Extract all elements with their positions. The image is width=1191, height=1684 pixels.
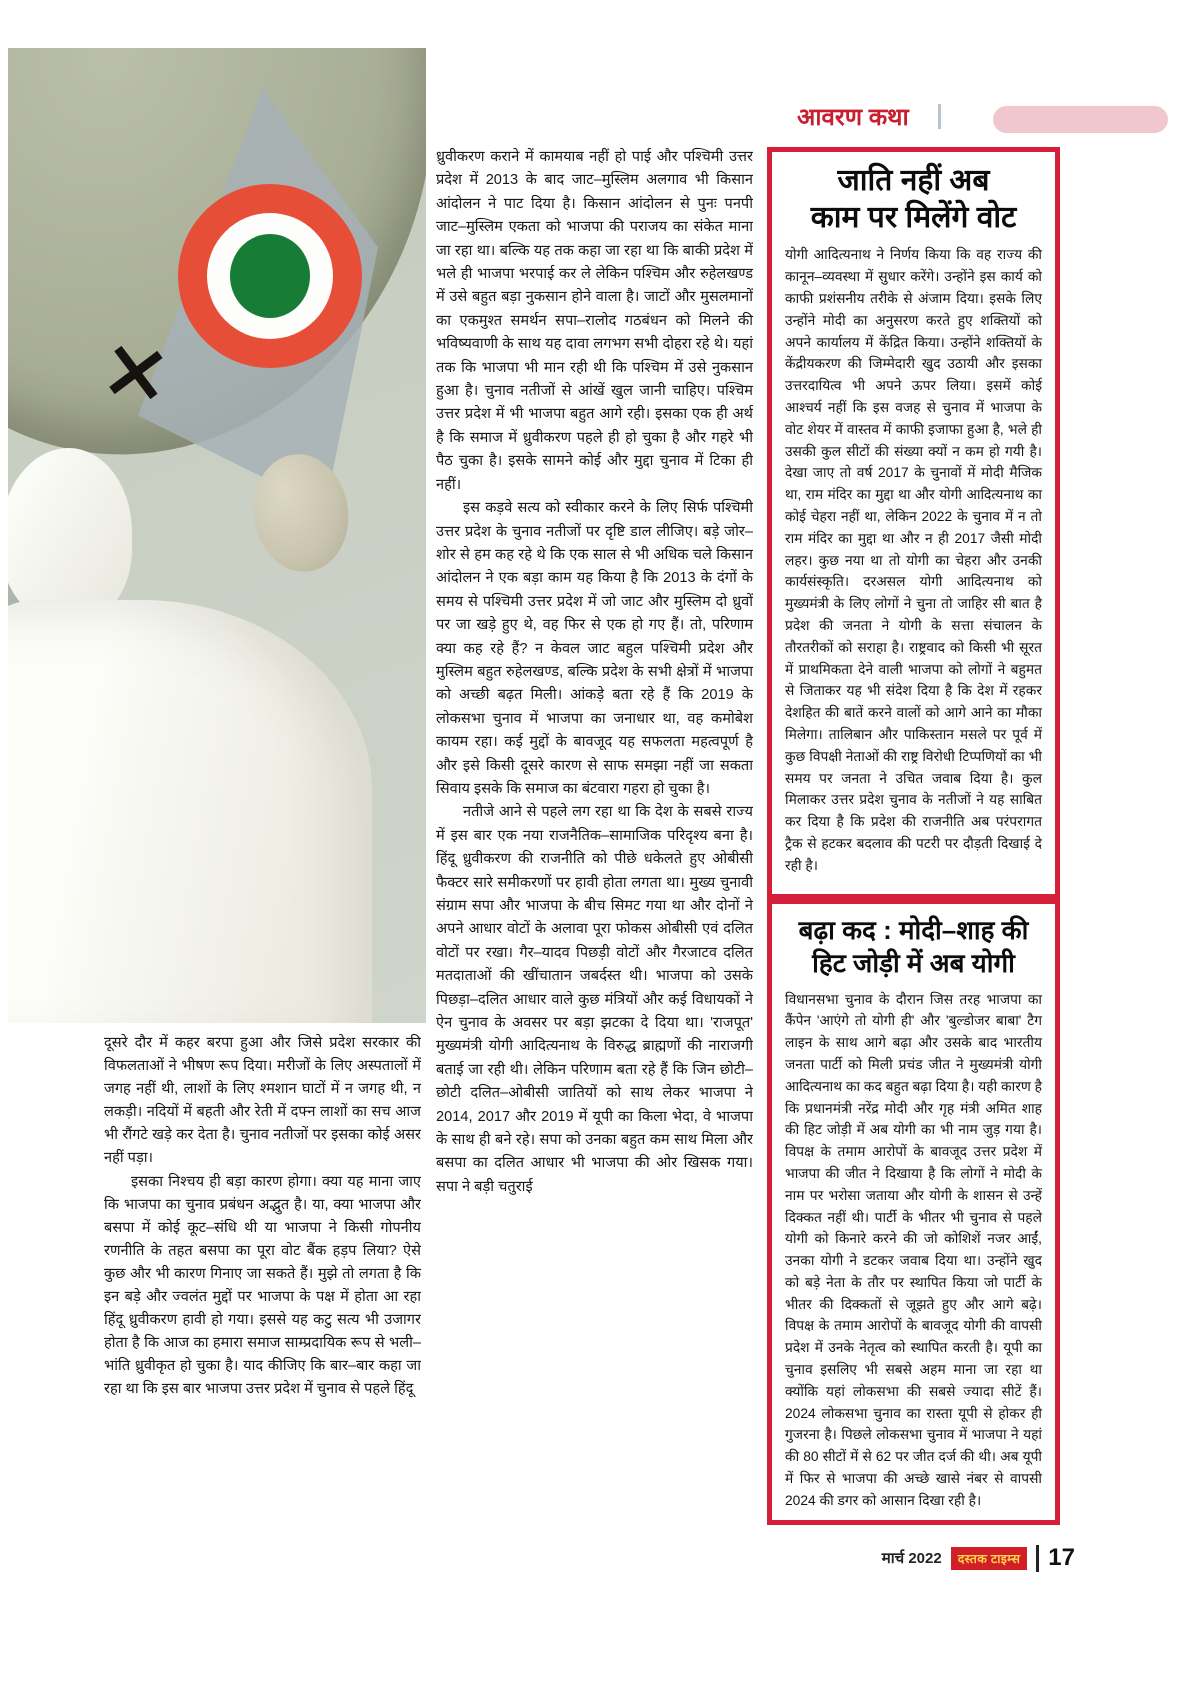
magazine-logo: दस्तक टाइम्स (951, 1547, 1028, 1570)
page-number: 17 (1048, 1544, 1075, 1571)
footer-divider (1036, 1545, 1039, 1572)
issue-date: मार्च 2022 (881, 1550, 942, 1567)
sidebar-box-caste-vs-work (767, 147, 1060, 899)
x-marking-icon (100, 336, 172, 408)
article-column-1 (104, 1032, 421, 1507)
box1-headline-line2: काम पर मिलेंगे वोट (810, 201, 1017, 235)
article-column-2 (436, 146, 753, 1502)
column1-paragraph: इसका निश्चय ही बड़ा कारण होगा। क्या यह माना जाए कि भाजपा का चुनाव प्रबंधन अद्भुत है। या, क्या भाजपा और बसपा में कोई कूट–संधि थी या भाजपा ने किसी गोपनीय रणनीति के तहत बसपा का पूरा वोट बैंक हड़प लिया? ऐसे कुछ और भी कारण गिनाए जा सकते हैं। मुझे तो लगता है कि इन बड़े और ज्वलंत मुद्दों पर भाजपा के पक्ष में होता आ रहा हिंदू ध्रुवीकरण हावी हो गया। इससे यह कटु सत्य भी उजागर होता है कि आज का हमारा समाज साम्प्रदायिक रूप से भली–भांति ध्रुवीकृत हो चुका है। याद कीजिए कि बार–बार कहा जा रहा था कि इस बार भाजपा उत्तर प्रदेश में चुनाव से पहले हिंदू (104, 1173, 421, 1398)
person-white-cap (8, 448, 132, 623)
sidebar-box-modi-shah-yogi (767, 899, 1060, 1525)
roundel-white-ring (207, 213, 333, 339)
header-pill-decoration (993, 106, 1168, 133)
box2-headline-line1: बढ़ा कद : मोदी–शाह की (798, 915, 1029, 945)
cover-photo (8, 48, 426, 1023)
box2-body: विधानसभा चुनाव के दौरान जिस तरह भाजपा का कैंपेन 'आएंगे तो योगी ही' और 'बुल्डोजर बाबा' टैग लाइन के साथ आगे बढ़ा और उसके बाद भारतीय जनता पार्टी को मिली प्रचंड जीत ने मुख्यमंत्री योगी आदित्यनाथ का कद बहुत बढ़ा दिया है। यही कारण है कि प्रधानमंत्री नरेंद्र मोदी और गृह मंत्री अमित शाह की हिट जोड़ी में अब योगी का भी नाम जुड़ गया है। विपक्ष के तमाम आरोपों के बावजूद उत्तर प्रदेश में भाजपा की जीत ने दिखाया है कि लोगों ने मोदी के नाम पर भरोसा जताया और योगी के शासन से उन्हें दिक्कत नहीं थी। पार्टी के भीतर भी चुनाव से पहले योगी को किनारे करने की जो कोशिशें नजर आईं, उनका योगी ने डटकर जवाब दिया था। उन्होंने खुद को बड़े नेता के तौर पर स्थापित किया जो पार्टी के भीतर की दिक्कतों से जूझते हुए और आगे बढ़े। विपक्ष के तमाम आरोपों के बावजूद योगी की वापसी प्रदेश में उनके नेतृत्व को स्थापित करती है। यूपी का चुनाव इसलिए भी सबसे अहम माना जा रहा था क्योंकि यहां लोकसभा की सबसे ज्यादा सीटें हैं। 2024 लोकसभा चुनाव का रास्ता यूपी से होकर ही गुजरना है। पिछले लोकसभा चुनाव में भाजपा ने यहां की 80 सीटों में से 62 पर जीत दर्ज की थी। अब यूपी में फिर से भाजपा की अच्छे खासे नंबर से वापसी 2024 की डगर को आसान दिखा रही है। (785, 991, 1042, 1508)
roundel-green-center (230, 234, 310, 318)
box1-body: योगी आदित्यनाथ ने निर्णय किया कि वह राज्य की कानून–व्यवस्था में सुधार करेंगे। उन्होंने इस कार्य को काफी प्रशंसनीय तरीके से अंजाम दिया। इसके लिए उन्होंने मोदी का अनुसरण करते हुए शक्तियों को अपने कार्यालय में केंद्रित किया। उन्होंने शक्तियों के केंद्रीयकरण की जिम्मेदारी खुद उठायी और इसका उत्तरदायित्व भी अपने ऊपर लिया। इसमें कोई आश्चर्य नहीं कि इस वजह से चुनाव में भाजपा के वोट शेयर में वास्तव में काफी इजाफा हुआ है, भले ही उसकी कुल सीटों की संख्या क्यों न कम हो गयी है। देखा जाए तो वर्ष 2017 के चुनावों में मोदी मैजिक था, राम मंदिर का मुद्दा था और योगी आदित्यनाथ का कोई चेहरा नहीं था, लेकिन 2022 के चुनाव में न तो राम मंदिर का मुद्दा था और न ही 2017 जैसी मोदी लहर। कुछ नया था तो योगी का चेहरा और उनकी कार्यसंस्कृति। दरअसल योगी आदित्यनाथ को मुख्यमंत्री के लिए लोगों ने चुना तो जाहिर सी बात है प्रदेश की जनता ने योगी के सत्ता संचालन के तौरतरीकों को सराहा है। राष्ट्रवाद को किसी भी सूरत में प्राथमिकता देने वाली भाजपा को लोगों ने बहुमत से जिताकर यह भी संदेश दिया है कि देश में रहकर देशहित की बातें करने वालों को आगे आने का मौका मिलेगा। तालिबान और पाकिस्तान मसले पर पूर्व में कुछ विपक्षी नेताओं की राष्ट्र विरोधी टिप्पणियों का भी समय पर जनता ने उचित जवाब दिया है। कुल मिलाकर उत्तर प्रदेश चुनाव के नतीजों ने यह साबित कर दिया है कि प्रदेश की राजनीति अब परंपरागत ट्रैक से हटकर बदलाव की पटरी पर दौड़ती दिखाई दे रही है। (785, 247, 1042, 873)
box2-headline (785, 914, 1042, 981)
box2-headline-line2: हिट जोड़ी में अब योगी (812, 948, 1015, 979)
iaf-roundel-icon (178, 184, 362, 368)
box1-headline (785, 162, 1042, 236)
column2-paragraph: ध्रुवीकरण कराने में कामयाब नहीं हो पाई और पश्चिमी उत्तर प्रदेश में 2013 के बाद जाट–मुस्लिम अलगाव भी किसान आंदोलन ने पाट दिया है। किसान आंदोलन से पुनः पनपी जाट–मुस्लिम एकता को भाजपा की पराजय का संकेत माना जा रहा था। बल्कि यह तक कहा जा रहा था कि बाकी प्रदेश में भले ही भाजपा भरपाई कर ले लेकिन पश्चिम और रुहेलखण्ड में उसे बहुत बड़ा नुकसान होने वाला है। जाटों और मुसलमानों का एकमुश्त समर्थन सपा–रालोद गठबंधन को मिलने की भविष्यवाणी के साथ यह दावा लगभग सभी दोहरा रहे थे। यहां तक कि भाजपा भी मान रही थी कि पश्चिम में उसे नुकसान हुआ है। चुनाव नतीजों से आंखें खुल जानी चाहिए। पश्चिम उत्तर प्रदेश में भी भाजपा बहुत आगे रही। इसका एक ही अर्थ है कि समाज में ध्रुवीकरण पहले ही हो चुका है और गहरे भी पैठ चुका है। इसके सामने कोई और मुद्दा चुनाव में टिका ही नहीं। (436, 149, 753, 493)
column2-paragraph: नतीजे आने से पहले लग रहा था कि देश के सबसे राज्य में इस बार एक नया राजनैतिक–सामाजिक परिदृश्य बना है। हिंदू ध्रुवीकरण की राजनीति को पीछे धकेलते हुए ओबीसी फैक्टर सारे समीकरणों पर हावी होता लगता था। मुख्य चुनावी संग्राम सपा और भाजपा के बीच सिमट गया था और दोनों ने अपने आधार वोटों के अलावा पूरा फोकस ओबीसी एवं दलित वोटों पर रखा। गैर–यादव पिछड़ी वोटों और गैरजाटव दलित मतदाताओं की खींचातान जबर्दस्त थी। भाजपा को उसके पिछड़ा–दलित आधार वाले कुछ मंत्रियों और कई विधायकों ने ऐन चुनाव के अवसर पर बड़ा झटका दे दिया था। 'राजपूत' मुख्यमंत्री योगी आदित्यनाथ के विरुद्ध ब्राह्मणों की नाराजगी बताई जा रही थी। लेकिन परिणाम बता रहे हैं कि जिन छोटी–छोटी दलित–ओबीसी जातियों को साथ लेकर भाजपा ने 2014, 2017 और 2019 में यूपी का किला भेदा, वे भाजपा के साथ ही बने रहे। सपा को उनका बहुत कम साथ मिला और बसपा का दलित आधार भी भाजपा की ओर खिसक गया। सपा ने बड़ी चतुराई (436, 804, 753, 1195)
page-footer (0, 1542, 1075, 1574)
column1-paragraph: दूसरे दौर में कहर बरपा हुआ और जिसे प्रदेश सरकार की विफलताओं ने भीषण रूप दिया। मरीजों के लिए अस्पतालों में जगह नहीं थी, लाशों के लिए श्मशान घाटों में न जगह थी, न लकड़ी। नदियों में बहती और रेती में दफ्न लाशों का सच आज भी रौंगटे खड़े कर देता है। चुनाव नतीजों पर इसका कोई असर नहीं पड़ा। (104, 1035, 421, 1167)
column2-paragraph: इस कड़वे सत्य को स्वीकार करने के लिए सिर्फ पश्चिमी उत्तर प्रदेश के चुनाव नतीजों पर दृष्टि डाल लीजिए। बड़े जोर–शोर से हम कह रहे थे कि एक साल से भी अधिक चले किसान आंदोलन ने एक बड़ा काम यह किया है कि 2013 के दंगों के समय से पश्चिमी उत्तर प्रदेश में जो जाट और मुस्लिम दो ध्रुवों पर जा खड़े हुए थे, वह फिर से एक हो गए हैं। तो, परिणाम क्या कह रहे हैं? न केवल जाट बहुल पश्चिमी प्रदेश और मुस्लिम बहुत रुहेलखण्ड, बल्कि प्रदेश के सभी क्षेत्रों में भाजपा को अच्छी बढ़त मिली। आंकड़े बता रहे हैं कि 2019 के लोकसभा चुनाव में भाजपा का जनाधार था, वह कमोबेश कायम रहा। कई मुद्दों के बावजूद यह सफलता महत्वपूर्ण है और इसे किसी दूसरे कारण से साफ समझा नहीं जा सकता सिवाय इसके कि समाज का बंटवारा गहरा हो चुका है। (436, 500, 753, 797)
header-divider (938, 104, 941, 129)
box1-headline-line1: जाति नहीं अब (837, 164, 990, 197)
section-label: आवरण कथा (797, 104, 909, 131)
person-in-white (8, 600, 372, 1023)
